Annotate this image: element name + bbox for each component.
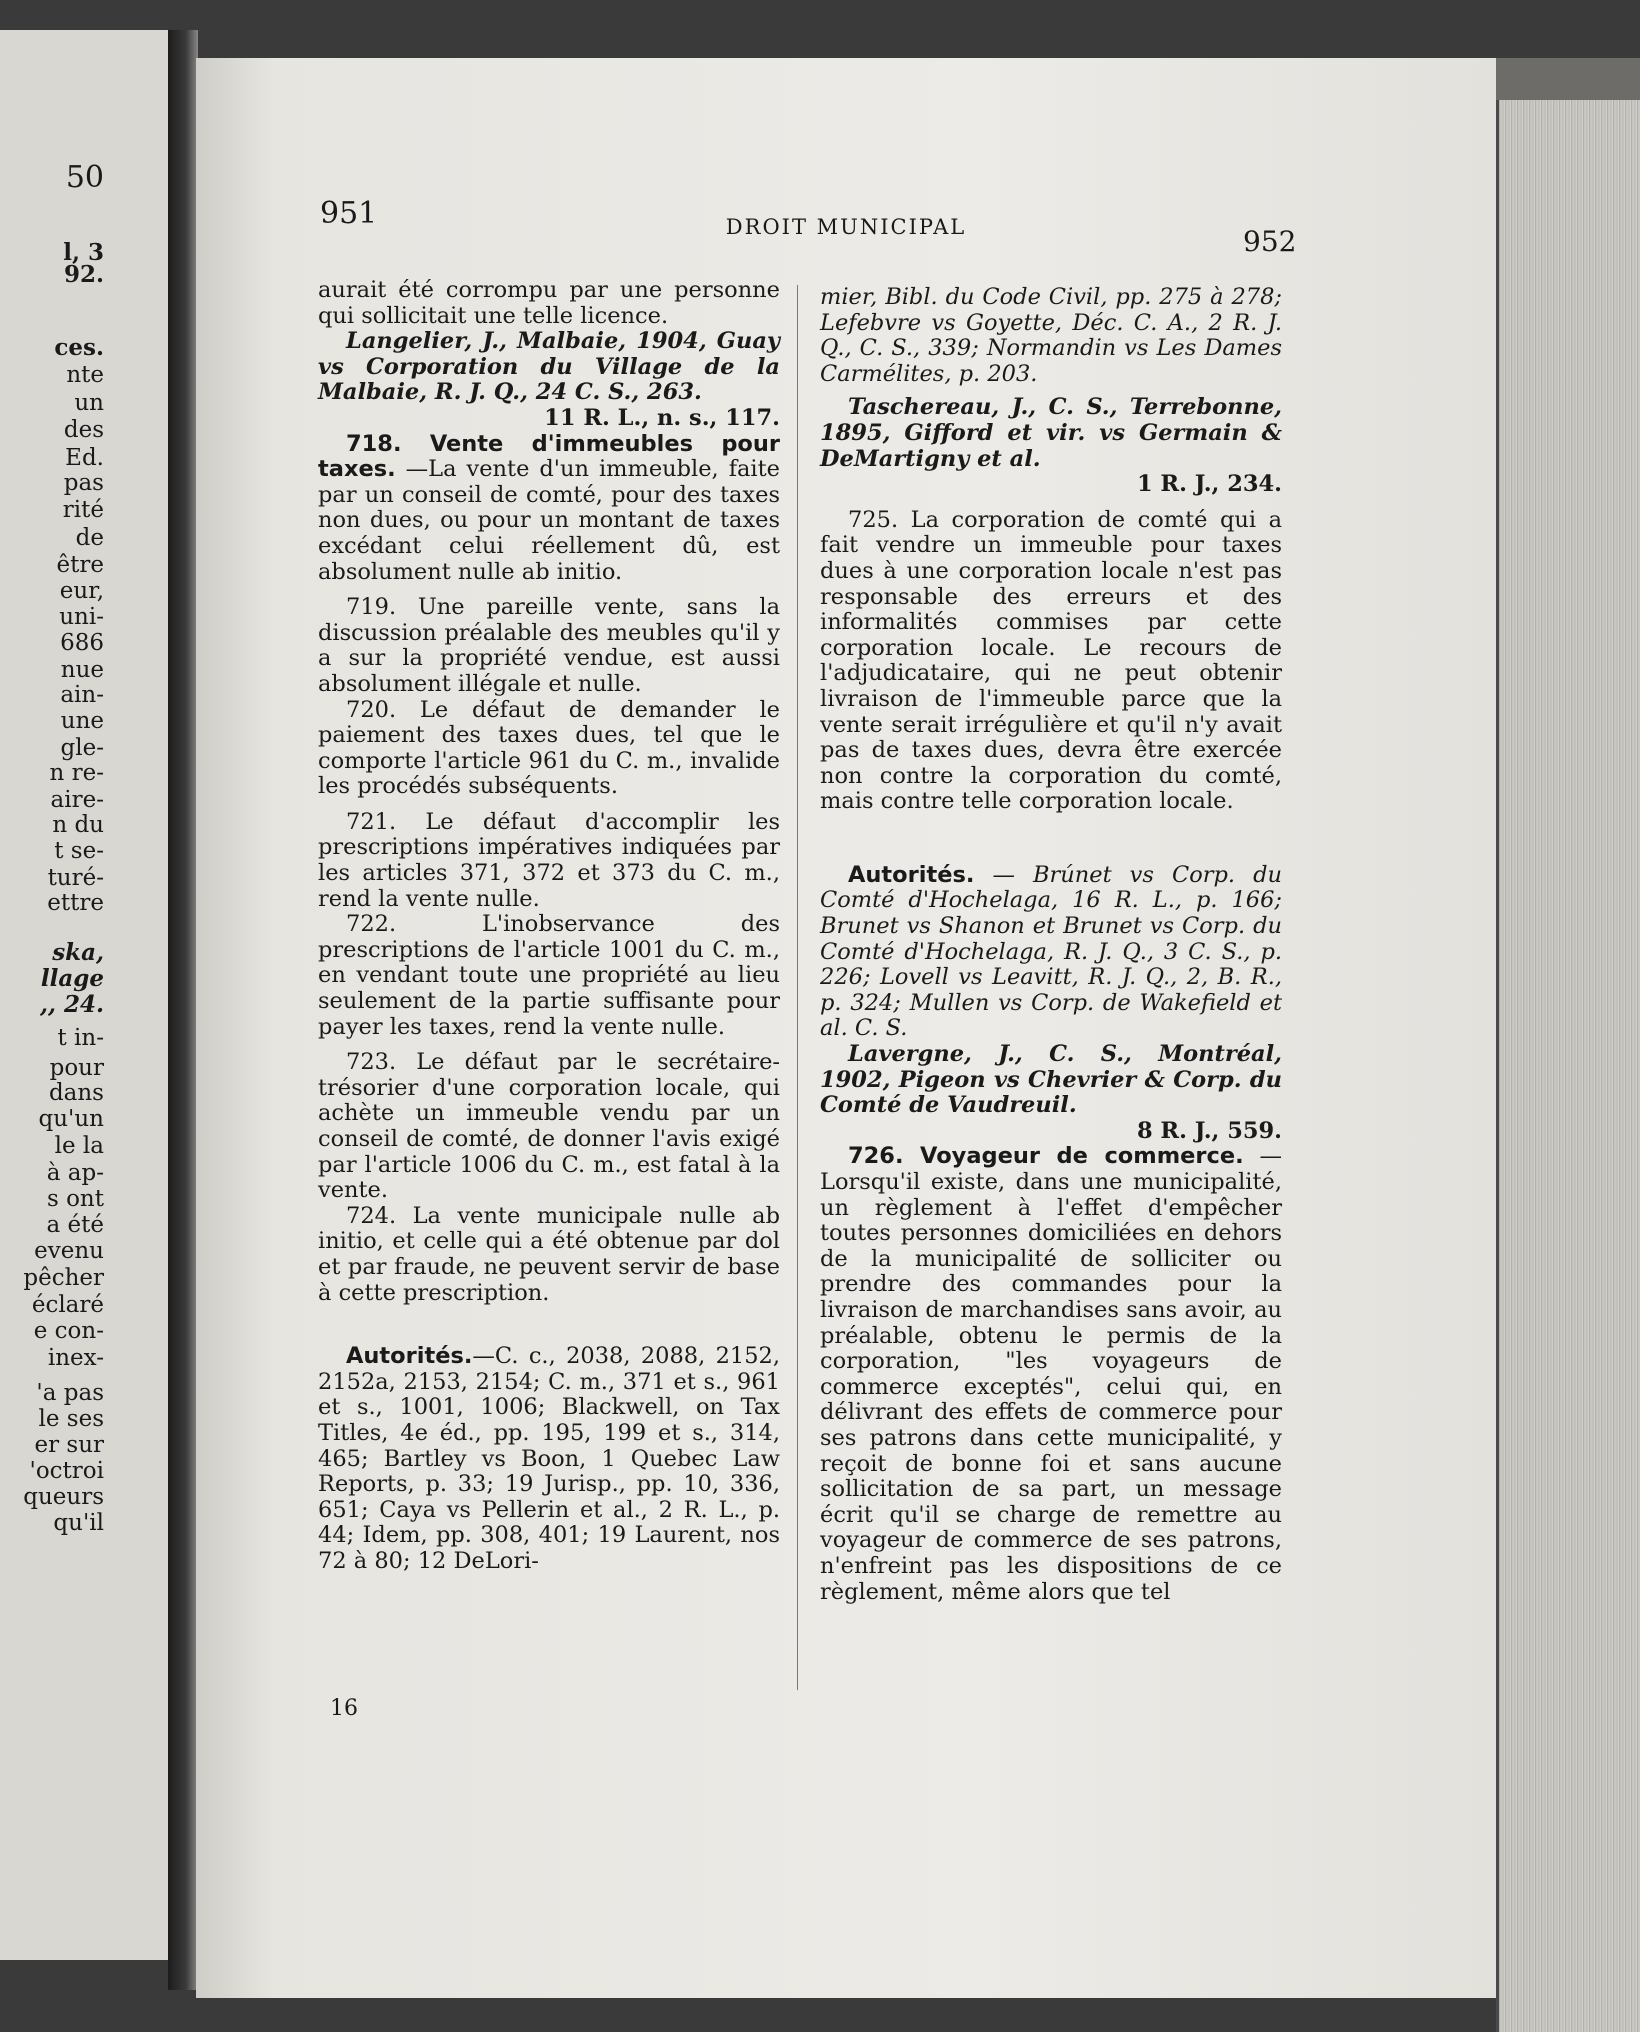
autorites-left-body: —C. c., 2038, 2088, 2152, 2152a, 2153, 2154; C. m., 371 et s., 961 et s., 1001, 1006; Blackwell, on Tax Titles, 4e éd., pp. 195, 199 et s., 314, 465; Bartley vs Boon, 1 Quebec Law Reports, p. 33; 19 Jurisp., pp. 10, 336, 651; Caya vs Pellerin et al., 2 R. L., p. 44; Idem, pp. 308, 401; 19 Laurent, nos 72 à 80; 12 DeLori- [318, 1343, 780, 1574]
previous-page-fragment: er sur [34, 1432, 104, 1458]
previous-page-fragment: nue [60, 657, 104, 683]
previous-page-fragment: eur, [59, 578, 104, 604]
article-726-body: — Lorsqu'il existe, dans une municipalité, un règlement à l'effet d'empêcher toutes personnes domiciliées en dehors de la municipalité de solliciter ou prendre des commandes pour la livraison de marchandises sans avoir, au préalable, obtenu le permis de la corporation, "les voyageurs de commerce exceptés", celui qui, en délivrant des effets de commerce pour ses patrons dans cette municipalité, y reçoit de bonne foi et sans aucune sollicitation de sa part, un message écrit qu'il se charge de remettre au voyageur de commerce de ses patrons, n'enfreint pas les dispositions de ce règlement, même alors que tel [820, 1143, 1282, 1605]
previous-page-fragment: à ap- [46, 1160, 104, 1186]
previous-page-fragment: gle- [60, 735, 104, 761]
previous-page-fragment: llage [40, 965, 104, 992]
previous-page-fragment: 686 [60, 630, 104, 656]
column-rule [797, 285, 798, 1690]
previous-page-fragment: n re- [49, 760, 104, 786]
article-721: 721. Le défaut d'accomplir les prescriptions impératives indiquées par les articles 371, 372 et 373 du C. m., rend la vente nulle. [318, 808, 780, 912]
left-page-number: 951 [320, 196, 378, 231]
previous-page-fragment: t se- [54, 838, 104, 864]
previous-page-fragment: le ses [38, 1406, 104, 1432]
right-column [820, 285, 1282, 1605]
previous-page-fragment: 92. [63, 261, 104, 288]
previous-page-fragment: pêcher [23, 1265, 104, 1291]
previous-page-fragment: n du [52, 812, 104, 838]
previous-page-fragment: Ed. [65, 445, 104, 471]
previous-page-fragment: ,, 24. [39, 991, 104, 1018]
previous-page-fragment: le la [54, 1133, 104, 1159]
previous-page-fragment: ska, [52, 939, 104, 966]
previous-page-fragment: pour [49, 1055, 104, 1081]
case-reference-b: Lavergne, J., C. S., Montréal, 1902, Pigeon vs Chevrier & Corp. du Comté de Vaudreuil. [820, 1041, 1282, 1119]
article-719: 719. Une pareille vente, sans la discussion préalable des meubles qu'il y a sur la propriété vendue, est aussi absolument illégale et nulle. [318, 594, 780, 697]
article-718 [318, 432, 780, 586]
previous-page-fragment: qu'un [38, 1106, 104, 1132]
previous-page-fragment: t in- [57, 1025, 104, 1051]
case-reference: Langelier, J., Malbaie, 1904, Guay vs Corporation du Village de la Malbaie, R. J. Q., 24 C. S., 263. [318, 328, 780, 406]
previous-page-fragment: une [60, 708, 104, 734]
left-column [318, 278, 780, 1575]
article-726 [820, 1144, 1282, 1605]
right-page-number: 952 [1243, 225, 1297, 258]
previous-page-fragment: des [63, 417, 104, 443]
book-page-edges [1496, 100, 1640, 2032]
signature-mark: 16 [330, 1696, 358, 1721]
previous-page-fragment: 'a pas [36, 1380, 104, 1406]
autorites-label: Autorités. [346, 1343, 473, 1370]
autorites-right-body: — Brúnet vs Corp. du Comté d'Hochelaga, 16 R. L., p. 166; Brunet vs Shanon et Brunet vs Corp. du Comté d'Hochelaga, R. J. Q., 3 C. S., p. 226; Lovell vs Leavitt, R. J. Q., 2, B. R., p. 324; Mullen vs Corp. de Wakefield et al. C. S. [820, 861, 1282, 1042]
autorites-left [318, 1344, 780, 1574]
previous-page-fragment: qu'il [53, 1510, 104, 1536]
article-722: 722. L'inobservance des prescriptions de l'article 1001 du C. m., en vendant toute une propriété au lieu seulement de la partie suffisante pour payer les taxes, rend la vente nulle. [318, 911, 780, 1040]
previous-page-fragment: turé- [47, 865, 104, 891]
previous-page-fragment: l, 3 [63, 239, 104, 266]
book-gutter [168, 30, 198, 1990]
article-724: 724. La vente municipale nulle ab initio, et celle qui a été obtenue par dol et par fraude, ne peuvent servir de base à cette prescription. [318, 1202, 780, 1306]
previous-page-fragment: un [74, 390, 104, 416]
previous-page-fragment: s ont [46, 1186, 104, 1212]
previous-page-fragment: dans [48, 1080, 104, 1106]
previous-page-fragment: 50 [65, 160, 104, 195]
running-title: DROIT MUNICIPAL [725, 215, 967, 239]
previous-page-fragment: ettre [47, 890, 104, 916]
article-723: 723. Le défaut par le secrétaire-trésorier d'une corporation locale, qui achète un immeuble vendu par un conseil de comté, de donner l'avis exigé par l'article 1006 du C. m., est fatal à la vente. [318, 1049, 780, 1204]
autorites-right [820, 863, 1282, 1042]
autorites-label-right: Autorités. [848, 861, 975, 888]
citation: 11 R. L., n. s., 117. [544, 404, 780, 431]
previous-page-fragment: pas [63, 470, 104, 496]
previous-page-fragment: inex- [47, 1345, 104, 1371]
previous-page-fragment: a été [46, 1212, 104, 1238]
previous-page-fragment: être [56, 552, 104, 578]
previous-page-fragment: evenu [34, 1238, 104, 1264]
case-reference-725a: Taschereau, J., C. S., Terrebonne, 1895, Gifford et vir. vs Germain & DeMartigny et al. [820, 394, 1282, 472]
citation-b: 8 R. J., 559. [1136, 1117, 1282, 1144]
previous-page-fragment: e con- [33, 1318, 104, 1344]
previous-page-fragment: queurs [23, 1484, 104, 1510]
previous-page-fragment: nte [66, 362, 104, 388]
citation-725a: 1 R. J., 234. [1136, 471, 1282, 498]
previous-page-fragment: de [75, 525, 104, 551]
previous-page-fragment: 'octroi [29, 1458, 104, 1484]
previous-page-fragment: aire- [50, 787, 104, 813]
article-718-body: —La vente d'un immeuble, faite par un conseil de comté, pour des taxes non dues, ou pour un montant de taxes excédant celui réellement dû, est absolument nulle ab initio. [318, 456, 780, 585]
article-718-heading: 718. Vente d'immeubles pour taxes. [318, 430, 780, 483]
article-720: 720. Le défaut de demander le paiement des taxes dues, tel que le comporte l'article 961 du C. m., invalide les procédés subséquents. [318, 696, 780, 800]
references-continued: mier, Bibl. du Code Civil, pp. 275 à 278; Lefebvre vs Goyette, Déc. C. A., 2 R. J. Q., C. S., 339; Normandin vs Les Dames Carmélites, p. 203. [820, 284, 1282, 387]
previous-page-fragment: éclaré [31, 1292, 104, 1318]
article-726-heading: 726. Voyageur de commerce. [848, 1143, 1244, 1170]
previous-page-fragment: ain- [60, 682, 104, 708]
previous-page-fragment: rité [62, 497, 104, 523]
previous-page [0, 30, 168, 1960]
article-725: 725. La corporation de comté qui a fait vendre un immeuble pour taxes dues à une corporation locale n'est pas responsable des erreurs et des informalités commises par cette corporation locale. Le recours de l'adjudicataire, qui ne peut obtenir livraison de l'immeuble parce que la vente serait irrégulière et qu'il n'y avait pas de taxes dues, devra être exercée non contre la corporation du comté, mais contre telle corporation locale. [820, 506, 1282, 815]
paragraph-continued: aurait été corrompu par une personne qui sollicitait une telle licence. [318, 277, 780, 329]
previous-page-fragment: uni- [59, 604, 104, 630]
previous-page-fragment: ces. [54, 334, 104, 361]
